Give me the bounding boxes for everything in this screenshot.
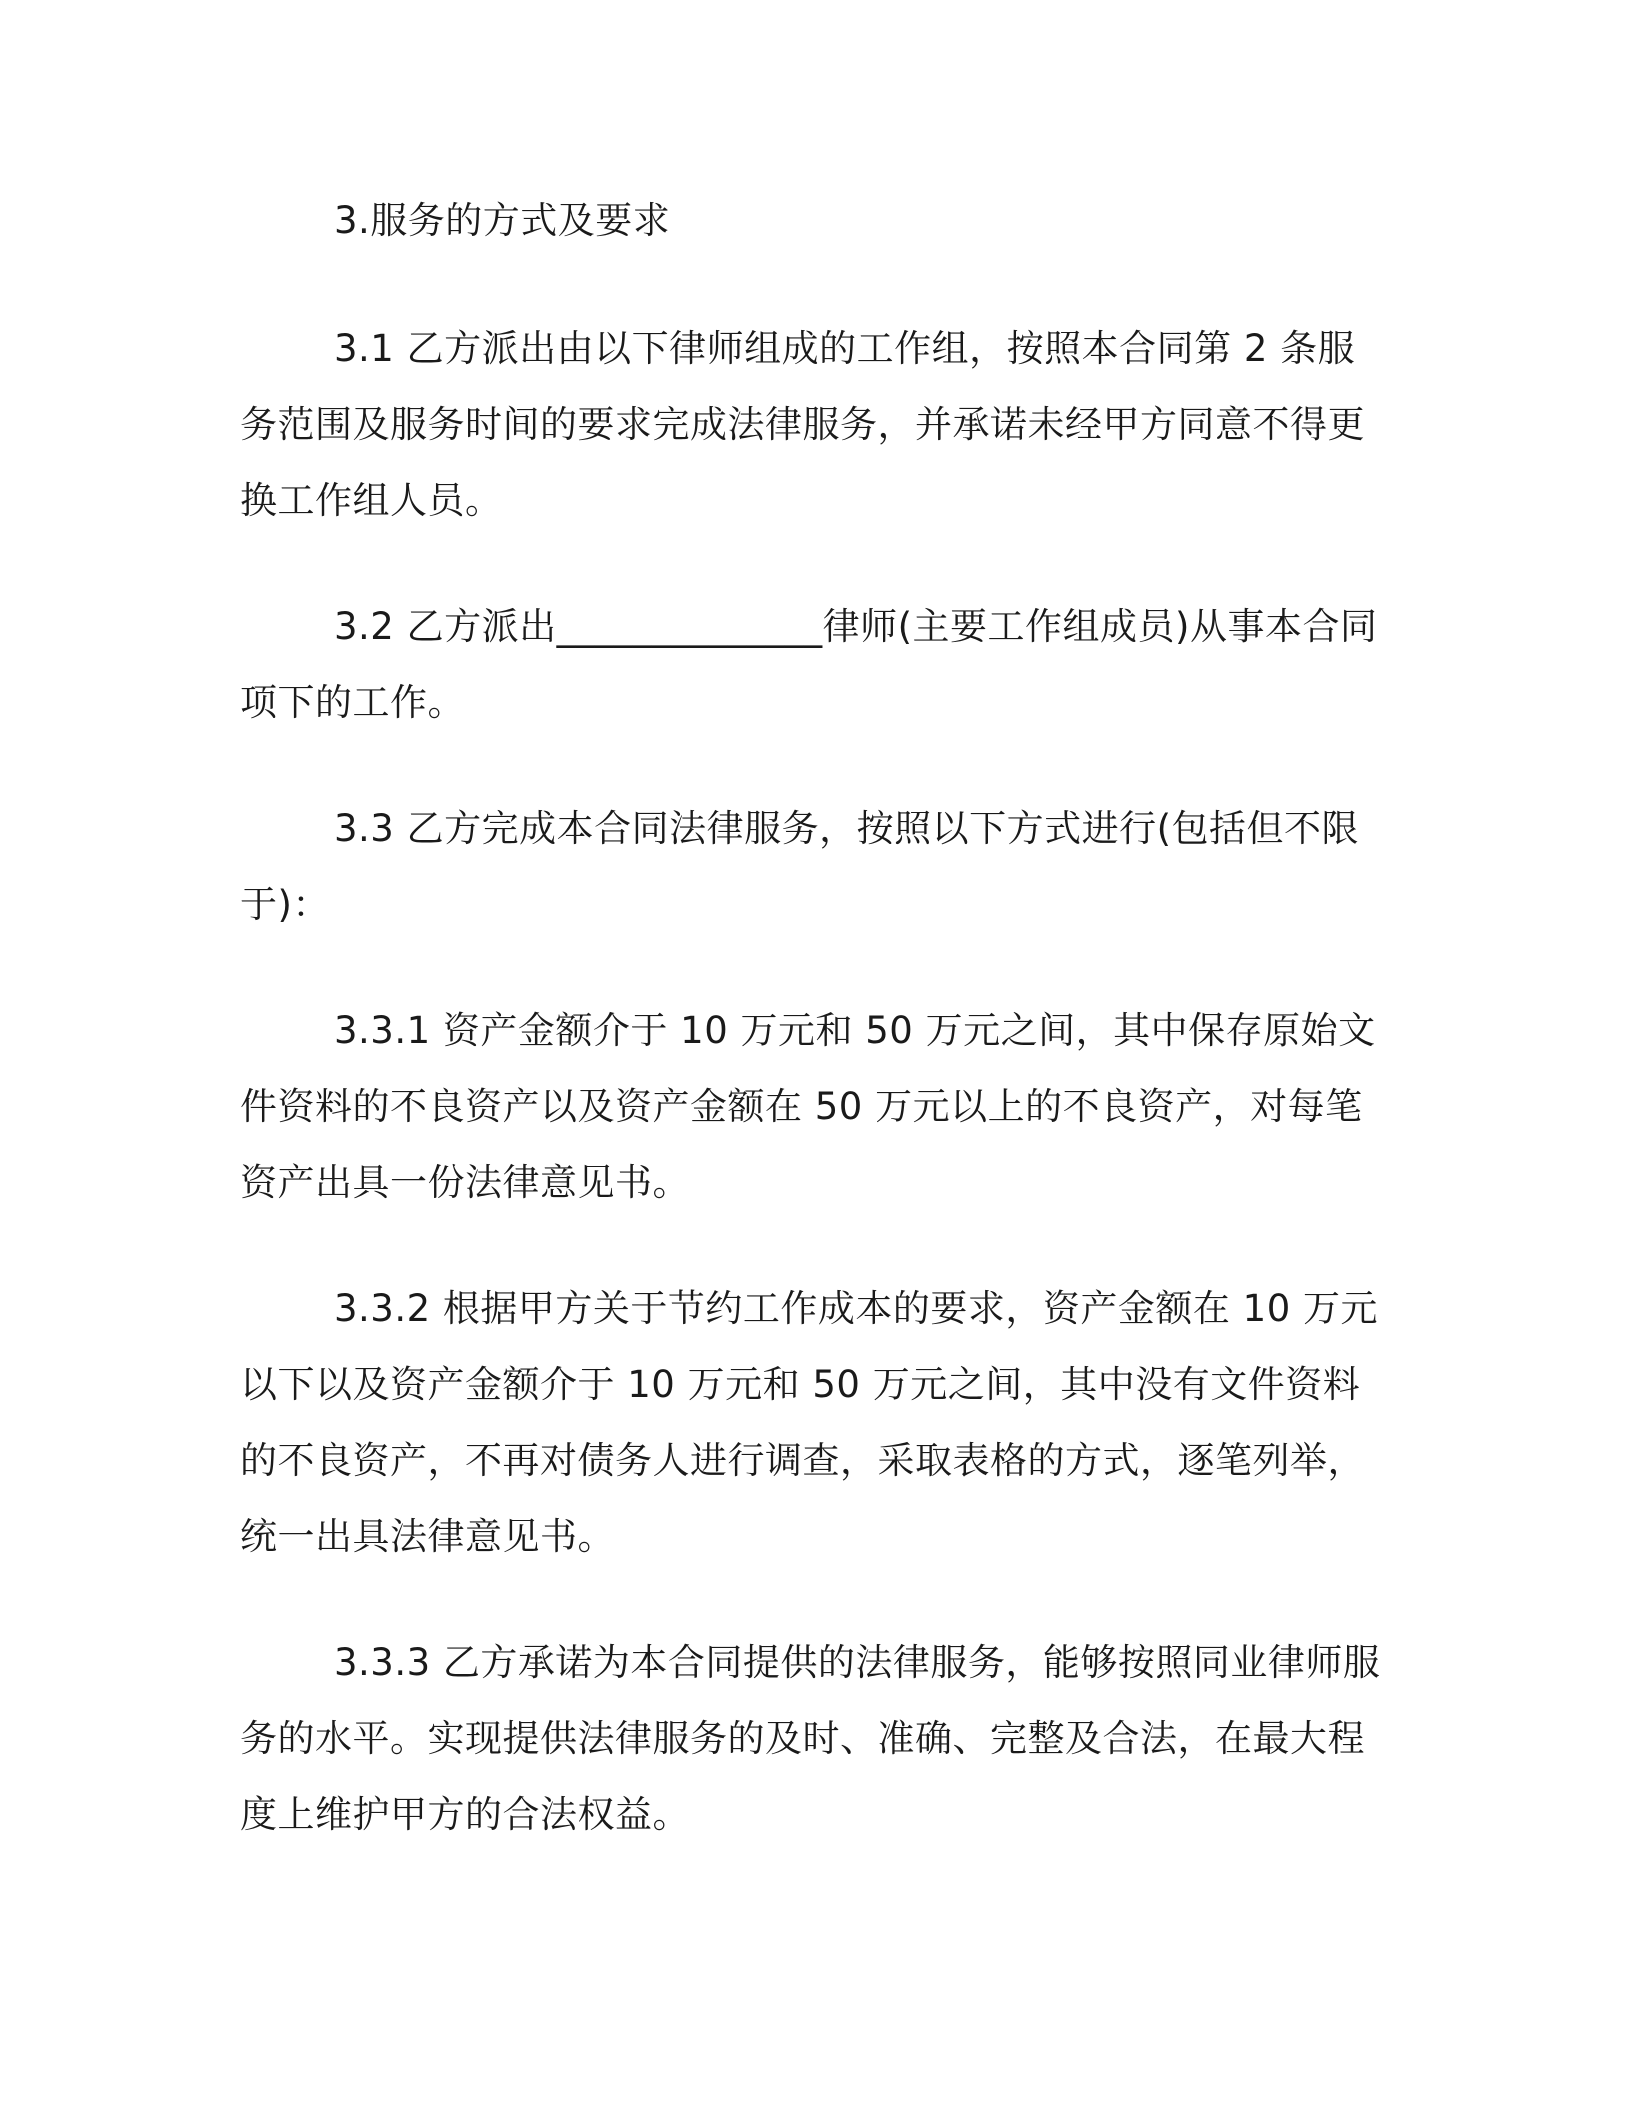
clause-3-3-1: 3.3.1 资产金额介于 10 万元和 50 万元之间，其中保存原始文件资料的不良资产以及资产金额在 50 万元以上的不良资产，对每笔资产出具一份法律意见书。 — [240, 1009, 1376, 1204]
clause-3-3-2: 3.3.2 根据甲方关于节约工作成本的要求，资产金额在 10 万元以下以及资产金额介于 10 万元和 50 万元之间，其中没有文件资料的不良资产，不再对债务人进行调查，采取表格的方式，逐笔列举，统一出具法律意见书。 — [240, 1287, 1379, 1558]
document-body — [240, 183, 1390, 1903]
clause-3-2: 3.2 乙方派出______________律师(主要工作组成员)从事本合同项下的工作。 — [240, 605, 1378, 724]
clause-3-1: 3.1 乙方派出由以下律师组成的工作组，按照本合同第 2 条服务范围及服务时间的要求完成法律服务，并承诺未经甲方同意不得更换工作组人员。 — [240, 327, 1365, 522]
clause-3-3-3: 3.3.3 乙方承诺为本合同提供的法律服务，能够按照同业律师服务的水平。实现提供法律服务的及时、准确、完整及合法，在最大程度上维护甲方的合法权益。 — [240, 1641, 1381, 1836]
section-heading: 3.服务的方式及要求 — [334, 199, 671, 242]
clause-3-3: 3.3 乙方完成本合同法律服务，按照以下方式进行(包括但不限于)： — [240, 807, 1360, 926]
